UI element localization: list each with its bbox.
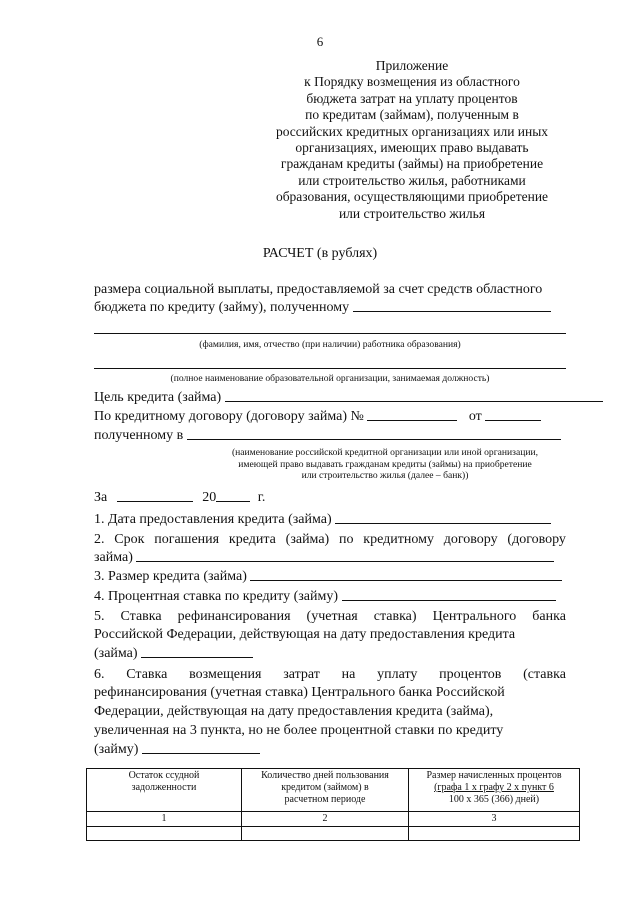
item-6-word: 6. — [94, 667, 105, 682]
item-2-word: кредита — [228, 532, 276, 547]
item-2-word: кредитному — [363, 532, 434, 547]
header-cell-interest — [409, 769, 580, 812]
appendix-line: или строительство жилья, работниками — [298, 172, 526, 188]
item-2-line-2 — [94, 550, 554, 566]
item-5-word: Центрального — [432, 609, 517, 624]
item-2-word: Срок — [114, 532, 145, 547]
table-number-row — [87, 812, 580, 827]
item-6-word: (ставка — [523, 667, 566, 682]
year-blank[interactable] — [216, 500, 250, 502]
item-3-blank[interactable] — [250, 579, 562, 581]
item-3-label: 3. Размер кредита (займа) — [94, 569, 247, 584]
calculation-table — [86, 768, 580, 841]
item-6-word: возмещения — [189, 667, 262, 682]
item-6-line-5 — [94, 742, 260, 758]
item-6-continuation: (займу) — [94, 742, 139, 757]
item-5-word: Ставка — [120, 609, 162, 624]
item-2-word: (займа) — [285, 532, 330, 547]
appendix-line: или строительство жилья — [338, 205, 486, 221]
contract-label: По кредитному договору (договору займа) № — [94, 409, 364, 424]
appendix-block — [262, 58, 562, 222]
fio-line[interactable] — [94, 333, 566, 334]
intro-line-2-text: бюджета по кредиту (займу), полученному — [94, 300, 350, 315]
item-2-word: по — [339, 532, 354, 547]
appendix-line: по кредитам (займам), полученным в — [305, 107, 519, 123]
item-6-word: затрат — [283, 667, 320, 682]
appendix-line: бюджета затрат на уплату процентов — [306, 90, 518, 106]
table-cell[interactable] — [242, 827, 409, 841]
item-6-line-1 — [94, 666, 566, 685]
item-1-blank[interactable] — [335, 522, 551, 524]
org-line[interactable] — [94, 368, 566, 369]
header-text: кредитом (займом) в — [281, 782, 369, 793]
item-5-continuation: (займа) — [94, 646, 138, 661]
item-2-continuation: займа) — [94, 550, 133, 565]
item-6-line-2: рефинансирования (учетная ставка) Центрального банка Российской — [94, 685, 505, 700]
item-2-blank[interactable] — [136, 560, 554, 562]
fio-caption: (фамилия, имя, отчество (при наличии) работника образования) — [199, 339, 461, 350]
purpose-blank[interactable] — [225, 400, 603, 402]
bank-caption-line: имеющей право выдавать гражданам кредиты (займы) на приобретение — [238, 458, 532, 470]
item-5-word: 5. — [94, 609, 105, 624]
year-suffix: г. — [257, 490, 266, 505]
item-4-label: 4. Процентная ставка по кредиту (займу) — [94, 589, 338, 604]
period-blank[interactable] — [117, 500, 193, 502]
org-caption: (полное наименование образовательной организации, занимаемая должность) — [170, 373, 490, 384]
bank-caption — [190, 447, 580, 482]
item-5-word: (учетная — [306, 609, 358, 624]
intro-line-1: размера социальной выплаты, предоставляемой за счет средств областного — [94, 282, 543, 297]
item-5-word: рефинансирования — [177, 609, 291, 624]
item-1 — [94, 512, 551, 528]
header-text: задолженности — [131, 782, 197, 793]
column-number: 1 — [87, 812, 242, 827]
appendix-line: Приложение — [375, 58, 449, 73]
header-text: Размер начисленных процентов — [426, 770, 562, 781]
item-6-word: процентов — [439, 667, 502, 682]
item-6-blank[interactable] — [142, 752, 260, 754]
item-5-word: ставка) — [373, 609, 417, 624]
bank-blank[interactable] — [187, 438, 561, 440]
table-cell[interactable] — [87, 827, 242, 841]
formula-denominator: 100 x 365 (366) дней) — [448, 794, 540, 805]
intro-line-2 — [94, 300, 551, 316]
item-2-line-1 — [94, 531, 566, 550]
from-label: от — [468, 409, 482, 424]
item-1-label: 1. Дата предоставления кредита (займа) — [94, 512, 332, 527]
bank-caption-line: (наименование российской кредитной организации или иной организации, — [231, 447, 539, 458]
item-2-word: 2. — [94, 532, 105, 547]
contract-row — [94, 409, 541, 425]
appendix-line: образования, осуществляющими приобретение — [275, 189, 549, 205]
period-row — [94, 490, 265, 506]
item-2-word: погашения — [154, 532, 220, 547]
item-3 — [94, 569, 562, 585]
header-text: Остаток ссудной — [128, 770, 200, 781]
appendix-line: организациях, имеющих право выдавать — [295, 140, 529, 156]
item-2-word: (договору — [507, 532, 566, 547]
header-text: Количество дней пользования — [261, 770, 389, 781]
appendix-line: к Порядку возмещения из областного — [304, 74, 520, 90]
appendix-line: российских кредитных организациях или иных — [275, 123, 549, 139]
item-6-line-3: Федерации, действующая на дату предоставления кредита (займа), — [94, 704, 494, 719]
header-text: расчетном периоде — [284, 794, 366, 805]
purpose-row — [94, 390, 603, 406]
table-data-row — [87, 827, 580, 841]
item-6-word: Ставка — [126, 667, 168, 682]
item-5-line-2: Российской Федерации, действующая на дату предоставления кредита — [94, 627, 516, 642]
item-6-word: на — [341, 667, 356, 682]
header-cell-balance — [87, 769, 242, 812]
bank-caption-line: или строительство жилья (далее – банк)) — [301, 470, 469, 482]
item-2-word: договору — [443, 532, 498, 547]
item-5-line-3 — [94, 646, 253, 662]
contract-date-blank[interactable] — [485, 419, 541, 421]
item-4 — [94, 589, 556, 605]
table-cell[interactable] — [409, 827, 580, 841]
item-6-word: уплату — [377, 667, 418, 682]
header-cell-days — [242, 769, 409, 812]
item-5-line-1 — [94, 608, 566, 627]
item-6-line-4: увеличенная на 3 пункта, но не более процентной ставки по кредиту — [94, 723, 504, 738]
recipient-blank[interactable] — [353, 310, 551, 312]
year-prefix: 20 — [202, 490, 217, 505]
document-title: РАСЧЕТ (в рублях) — [262, 246, 378, 261]
purpose-label: Цель кредита (займа) — [94, 390, 222, 405]
column-number: 2 — [242, 812, 409, 827]
formula-numerator: (графа 1 x графу 2 x пункт 6 — [434, 782, 554, 793]
item-5-word: банка — [532, 609, 566, 624]
page-number: 6 — [316, 34, 324, 49]
received-label: полученному в — [94, 428, 184, 443]
appendix-line: гражданам кредиты (займы) на приобретение — [280, 156, 544, 172]
for-label: За — [94, 490, 108, 505]
table-header-row — [87, 769, 580, 812]
column-number: 3 — [409, 812, 580, 827]
contract-number-blank[interactable] — [367, 419, 457, 421]
item-5-blank[interactable] — [141, 656, 253, 658]
received-row — [94, 428, 561, 444]
item-4-blank[interactable] — [342, 599, 556, 601]
